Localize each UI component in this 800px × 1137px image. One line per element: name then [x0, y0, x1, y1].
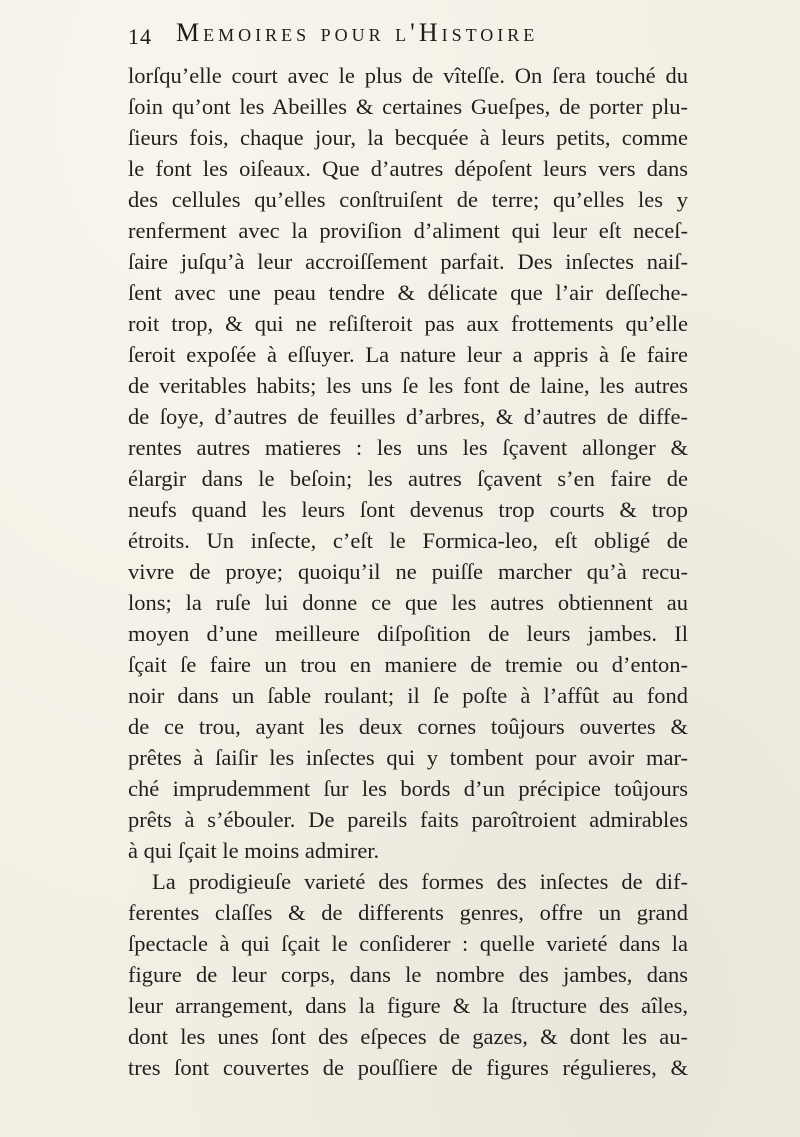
text-line: ſieurs fois, chaque jour, la becquée à leurs petits, comme: [128, 125, 688, 150]
text-line: moyen d’une meilleure diſpoſition de leurs jambes. Il: [128, 621, 688, 646]
text-line: leur arrangement, dans la figure & la ſtructure des aîles,: [128, 993, 688, 1018]
text-line: de ce trou, ayant les deux cornes toûjours ouvertes &: [128, 714, 688, 739]
text-line: La prodigieuſe varieté des formes des inſectes de dif-: [152, 869, 688, 894]
text-line: ferentes claſſes & de differents genres, offre un grand: [128, 900, 688, 925]
text-line: prêts à s’ébouler. De pareils faits paroîtroient admirables: [128, 807, 688, 832]
text-line: ſaire juſqu’à leur accroiſſement parfait. Des inſectes naiſ-: [128, 249, 688, 274]
text-line: ſpectacle à qui ſçait le conſiderer : quelle varieté dans la: [128, 931, 688, 956]
text-line: figure de leur corps, dans le nombre des jambes, dans: [128, 962, 688, 987]
text-line: des cellules qu’elles conſtruiſent de terre; qu’elles les y: [128, 187, 688, 212]
text-line: tres ſont couvertes de pouſſiere de figures régulieres, &: [128, 1055, 688, 1080]
text-line: étroits. Un inſecte, c’eſt le Formica-leo, eſt obligé de: [128, 528, 688, 553]
paragraph-1: [128, 60, 688, 866]
body-text: [128, 60, 688, 1083]
page-header: [128, 18, 688, 54]
text-line: ſeroit expoſée à eſſuyer. La nature leur a appris à ſe faire: [128, 342, 688, 367]
text-line: élargir dans le beſoin; les autres ſçavent s’en faire de: [128, 466, 688, 491]
text-line: vivre de proye; quoiqu’il ne puiſſe marcher qu’à recu-: [128, 559, 688, 584]
paragraph-2: [128, 866, 688, 1083]
text-line: dont les unes ſont des eſpeces de gazes, & dont les au-: [128, 1024, 688, 1049]
text-line: de veritables habits; les uns ſe les font de laine, les autres: [128, 373, 688, 398]
text-line: à qui ſçait le moins admirer.: [128, 838, 380, 863]
text-line: neufs quand les leurs ſont devenus trop courts & trop: [128, 497, 688, 522]
page-number: 14: [128, 24, 152, 49]
text-line: ſoin qu’ont les Abeilles & certaines Gueſpes, de porter plu-: [128, 94, 688, 119]
text-line: de ſoye, d’autres de feuilles d’arbres, & d’autres de diffe-: [128, 404, 688, 429]
text-line: lorſqu’elle court avec le plus de vîteſſe. On ſera touché du: [128, 63, 688, 88]
text-line: prêtes à ſaiſir les inſectes qui y tombent pour avoir mar-: [128, 745, 688, 770]
text-line: le font les oiſeaux. Que d’autres dépoſent leurs vers dans: [128, 156, 688, 181]
text-line: rentes autres matieres : les uns les ſçavent allonger &: [128, 435, 688, 460]
text-line: noir dans un ſable roulant; il ſe poſte à l’affût au fond: [128, 683, 688, 708]
text-line: renferment avec la proviſion d’aliment qui leur eſt neceſ-: [128, 218, 688, 243]
text-line: ſçait ſe faire un trou en maniere de tremie ou d’enton-: [128, 652, 688, 677]
text-line: roit trop, & qui ne reſiſteroit pas aux frottements qu’elle: [128, 311, 688, 336]
text-line: lons; la ruſe lui donne ce que les autres obtiennent au: [128, 590, 688, 615]
text-line: ſent avec une peau tendre & délicate que l’air deſſeche-: [128, 280, 688, 305]
text-line: ché imprudemment ſur les bords d’un précipice toûjours: [128, 776, 688, 801]
running-title: Memoires pour l'Histoire: [176, 18, 539, 47]
